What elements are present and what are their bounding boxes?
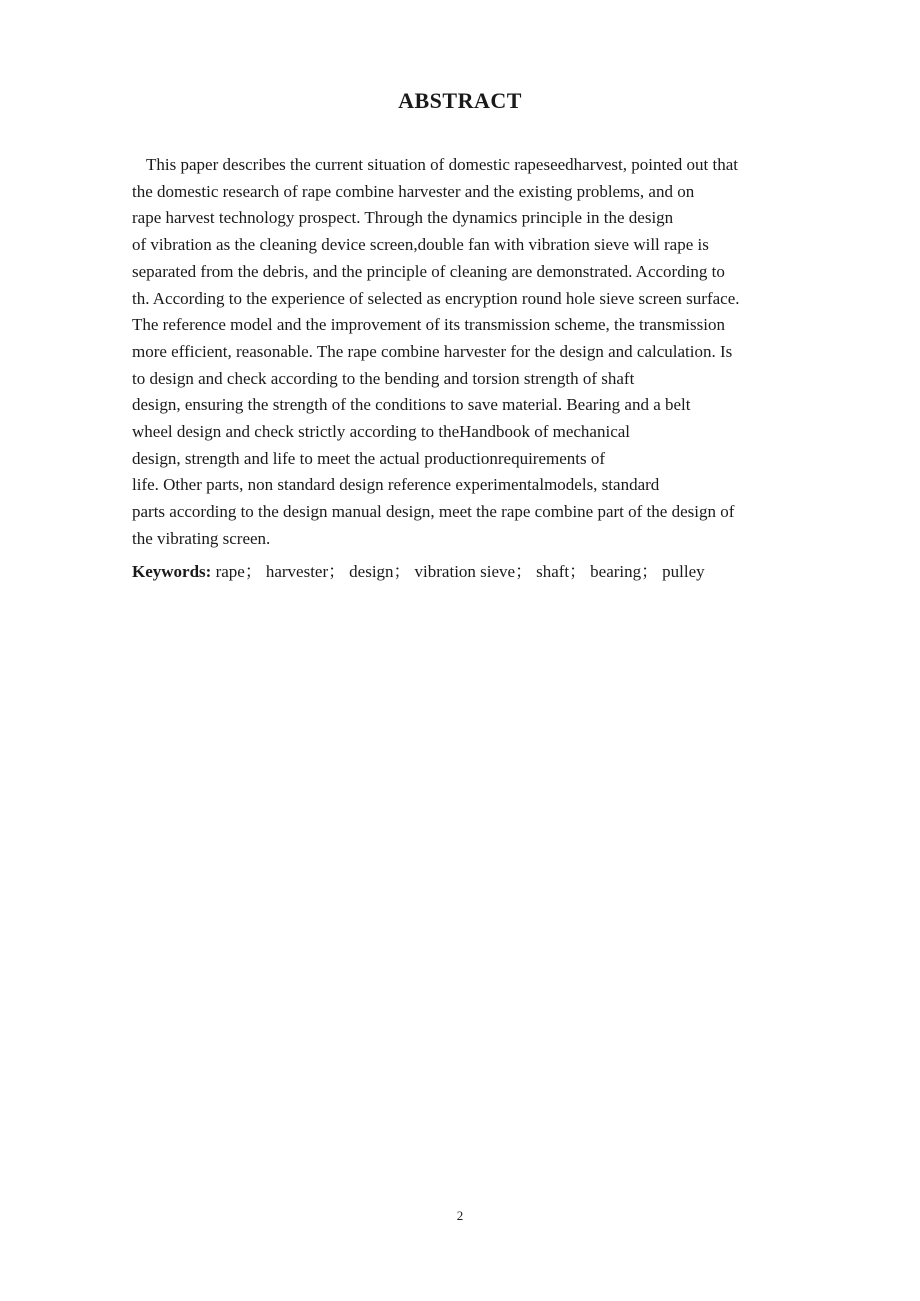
abstract-line: design, ensuring the strength of the conditions to save material. Bearing and a belt <box>132 395 691 415</box>
keyword-separator: ； <box>641 562 659 581</box>
abstract-line: separated from the debris, and the principle of cleaning are demonstrated. According to <box>132 261 725 281</box>
abstract-line: rape harvest technology prospect. Through the dynamics principle in the design <box>132 208 674 228</box>
abstract-line: more efficient, reasonable. The rape combine harvester for the design and calculation. Is <box>132 341 733 361</box>
keywords-label: Keywords: <box>132 562 212 581</box>
abstract-line: life. Other parts, non standard design reference experimentalmodels, standard <box>132 475 660 495</box>
keyword-separator: ； <box>569 562 587 581</box>
page-title: ABSTRACT <box>398 88 522 113</box>
keyword: rape <box>215 562 245 581</box>
abstract-line: the vibrating screen. <box>132 528 271 548</box>
keyword-separator: ； <box>328 562 346 581</box>
page-number: 2 <box>456 1208 464 1223</box>
abstract-line: of vibration as the cleaning device screen,double fan with vibration sieve will rape is <box>132 235 709 255</box>
keyword: harvester <box>265 562 329 581</box>
keyword: design <box>349 562 394 581</box>
abstract-line: The reference model and the improvement of its transmission scheme, the transmission <box>132 315 725 335</box>
abstract-line: wheel design and check strictly according to theHandbook of mechanical <box>132 422 631 442</box>
keyword-separator: ； <box>393 562 411 581</box>
abstract-line: parts according to the design manual design, meet the rape combine part of the design of <box>132 502 735 522</box>
abstract-line: the domestic research of rape combine harvester and the existing problems, and on <box>132 181 695 201</box>
keyword: vibration sieve <box>414 562 516 581</box>
keyword: shaft <box>536 562 570 581</box>
abstract-line: to design and check according to the bending and torsion strength of shaft <box>132 368 635 388</box>
keyword-separator: ； <box>244 562 262 581</box>
keyword: pulley <box>662 562 705 581</box>
abstract-line: th. According to the experience of selected as encryption round hole sieve screen surface. <box>132 288 740 308</box>
keyword-separator: ； <box>515 562 533 581</box>
abstract-line: This paper describes the current situation of domestic rapeseedharvest, pointed out that <box>146 155 738 174</box>
keyword: bearing <box>590 562 642 581</box>
keywords-line <box>132 560 812 584</box>
abstract-line: design, strength and life to meet the actual productionrequirements of <box>132 448 606 468</box>
abstract-body <box>132 152 812 553</box>
